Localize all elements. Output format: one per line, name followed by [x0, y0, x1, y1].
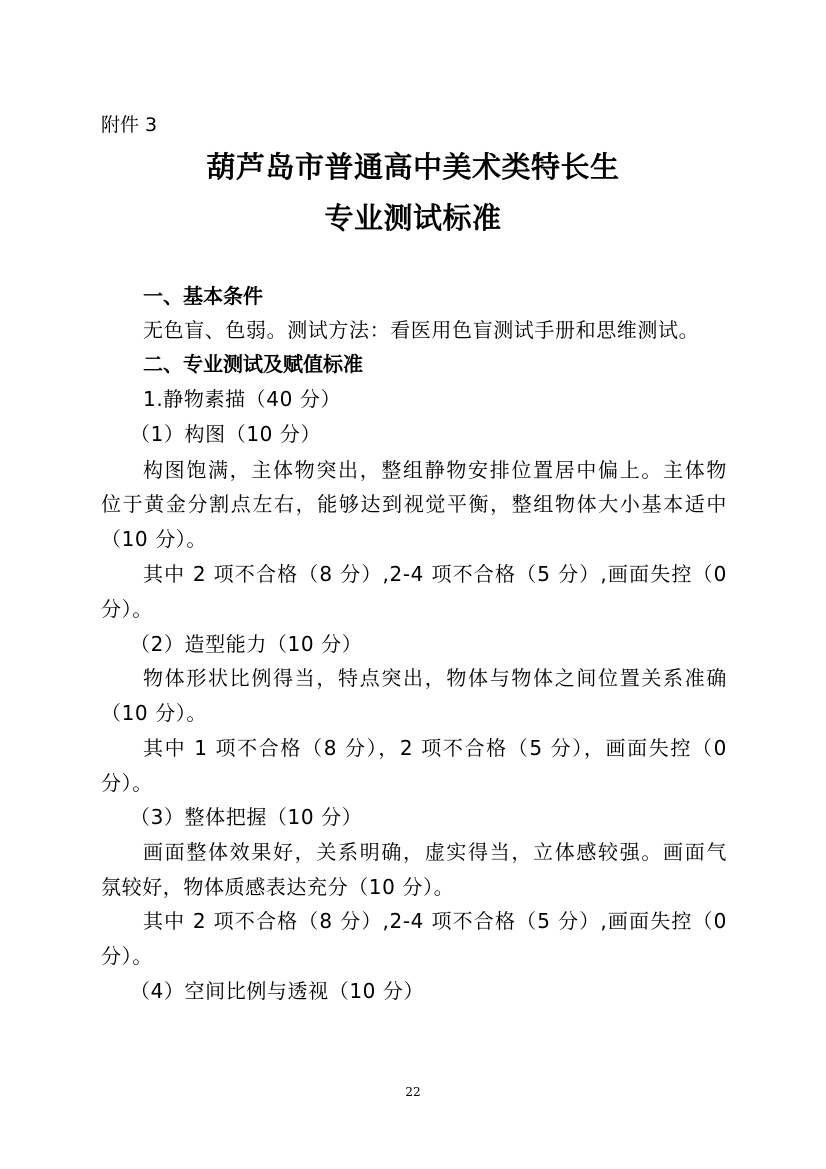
sub-3-heading: （3）整体把握（10 分）	[130, 805, 363, 829]
sub-1-paragraph-1-line-2: 位于黄金分割点左右，能够达到视觉平衡，整组物体大小基本适中	[101, 492, 727, 516]
sub-2-paragraph-2-line-2: 分）。	[101, 771, 153, 795]
sub-2-paragraph-1-line-1: 物体形状比例得当，特点突出，物体与物体之间位置关系准确	[143, 666, 727, 690]
section-1-heading: 一、基本条件	[143, 284, 263, 308]
sub-1-paragraph-1-line-3: （10 分）。	[101, 527, 208, 551]
sub-1-paragraph-1-line-1: 构图饱满，主体物突出，整组静物安排位置居中偏上。主体物	[143, 458, 727, 482]
sub-1-paragraph-2-line-1: 其中 2 项不合格（8 分）,2-4 项不合格（5 分）,画面失控（0	[143, 562, 727, 586]
sub-2-paragraph-1-line-2: （10 分）。	[101, 701, 208, 725]
document-title-line-2: 专业测试标准	[324, 201, 502, 235]
item-1-heading: 1.静物素描（40 分）	[143, 387, 342, 411]
section-1-text: 无色盲、色弱。测试方法：看医用色盲测试手册和思维测试。	[143, 318, 700, 342]
sub-4-heading: （4）空间比例与透视（10 分）	[130, 979, 425, 1003]
sub-2-paragraph-2-line-1: 其中 1 项不合格（8 分），2 项不合格（5 分），画面失控（0	[143, 736, 727, 760]
sub-3-paragraph-2-line-1: 其中 2 项不合格（8 分）,2-4 项不合格（5 分）,画面失控（0	[143, 909, 727, 933]
sub-1-paragraph-2-line-2: 分）。	[101, 597, 153, 621]
section-2-heading: 二、专业测试及赋值标准	[143, 352, 363, 376]
sub-3-paragraph-1-line-1: 画面整体效果好，关系明确，虚实得当，立体感较强。画面气	[143, 840, 727, 864]
sub-3-paragraph-2-line-2: 分）。	[101, 944, 153, 968]
document-title-line-1: 葫芦岛市普通高中美术类特长生	[206, 150, 620, 184]
sub-2-heading: （2）造型能力（10 分）	[130, 632, 363, 656]
sub-1-heading: （1）构图（10 分）	[130, 422, 322, 446]
sub-3-paragraph-1-line-2: 氛较好，物体质感表达充分（10 分）。	[101, 875, 455, 899]
page-number: 22	[405, 1085, 421, 1099]
attachment-label: 附件 3	[101, 114, 158, 136]
